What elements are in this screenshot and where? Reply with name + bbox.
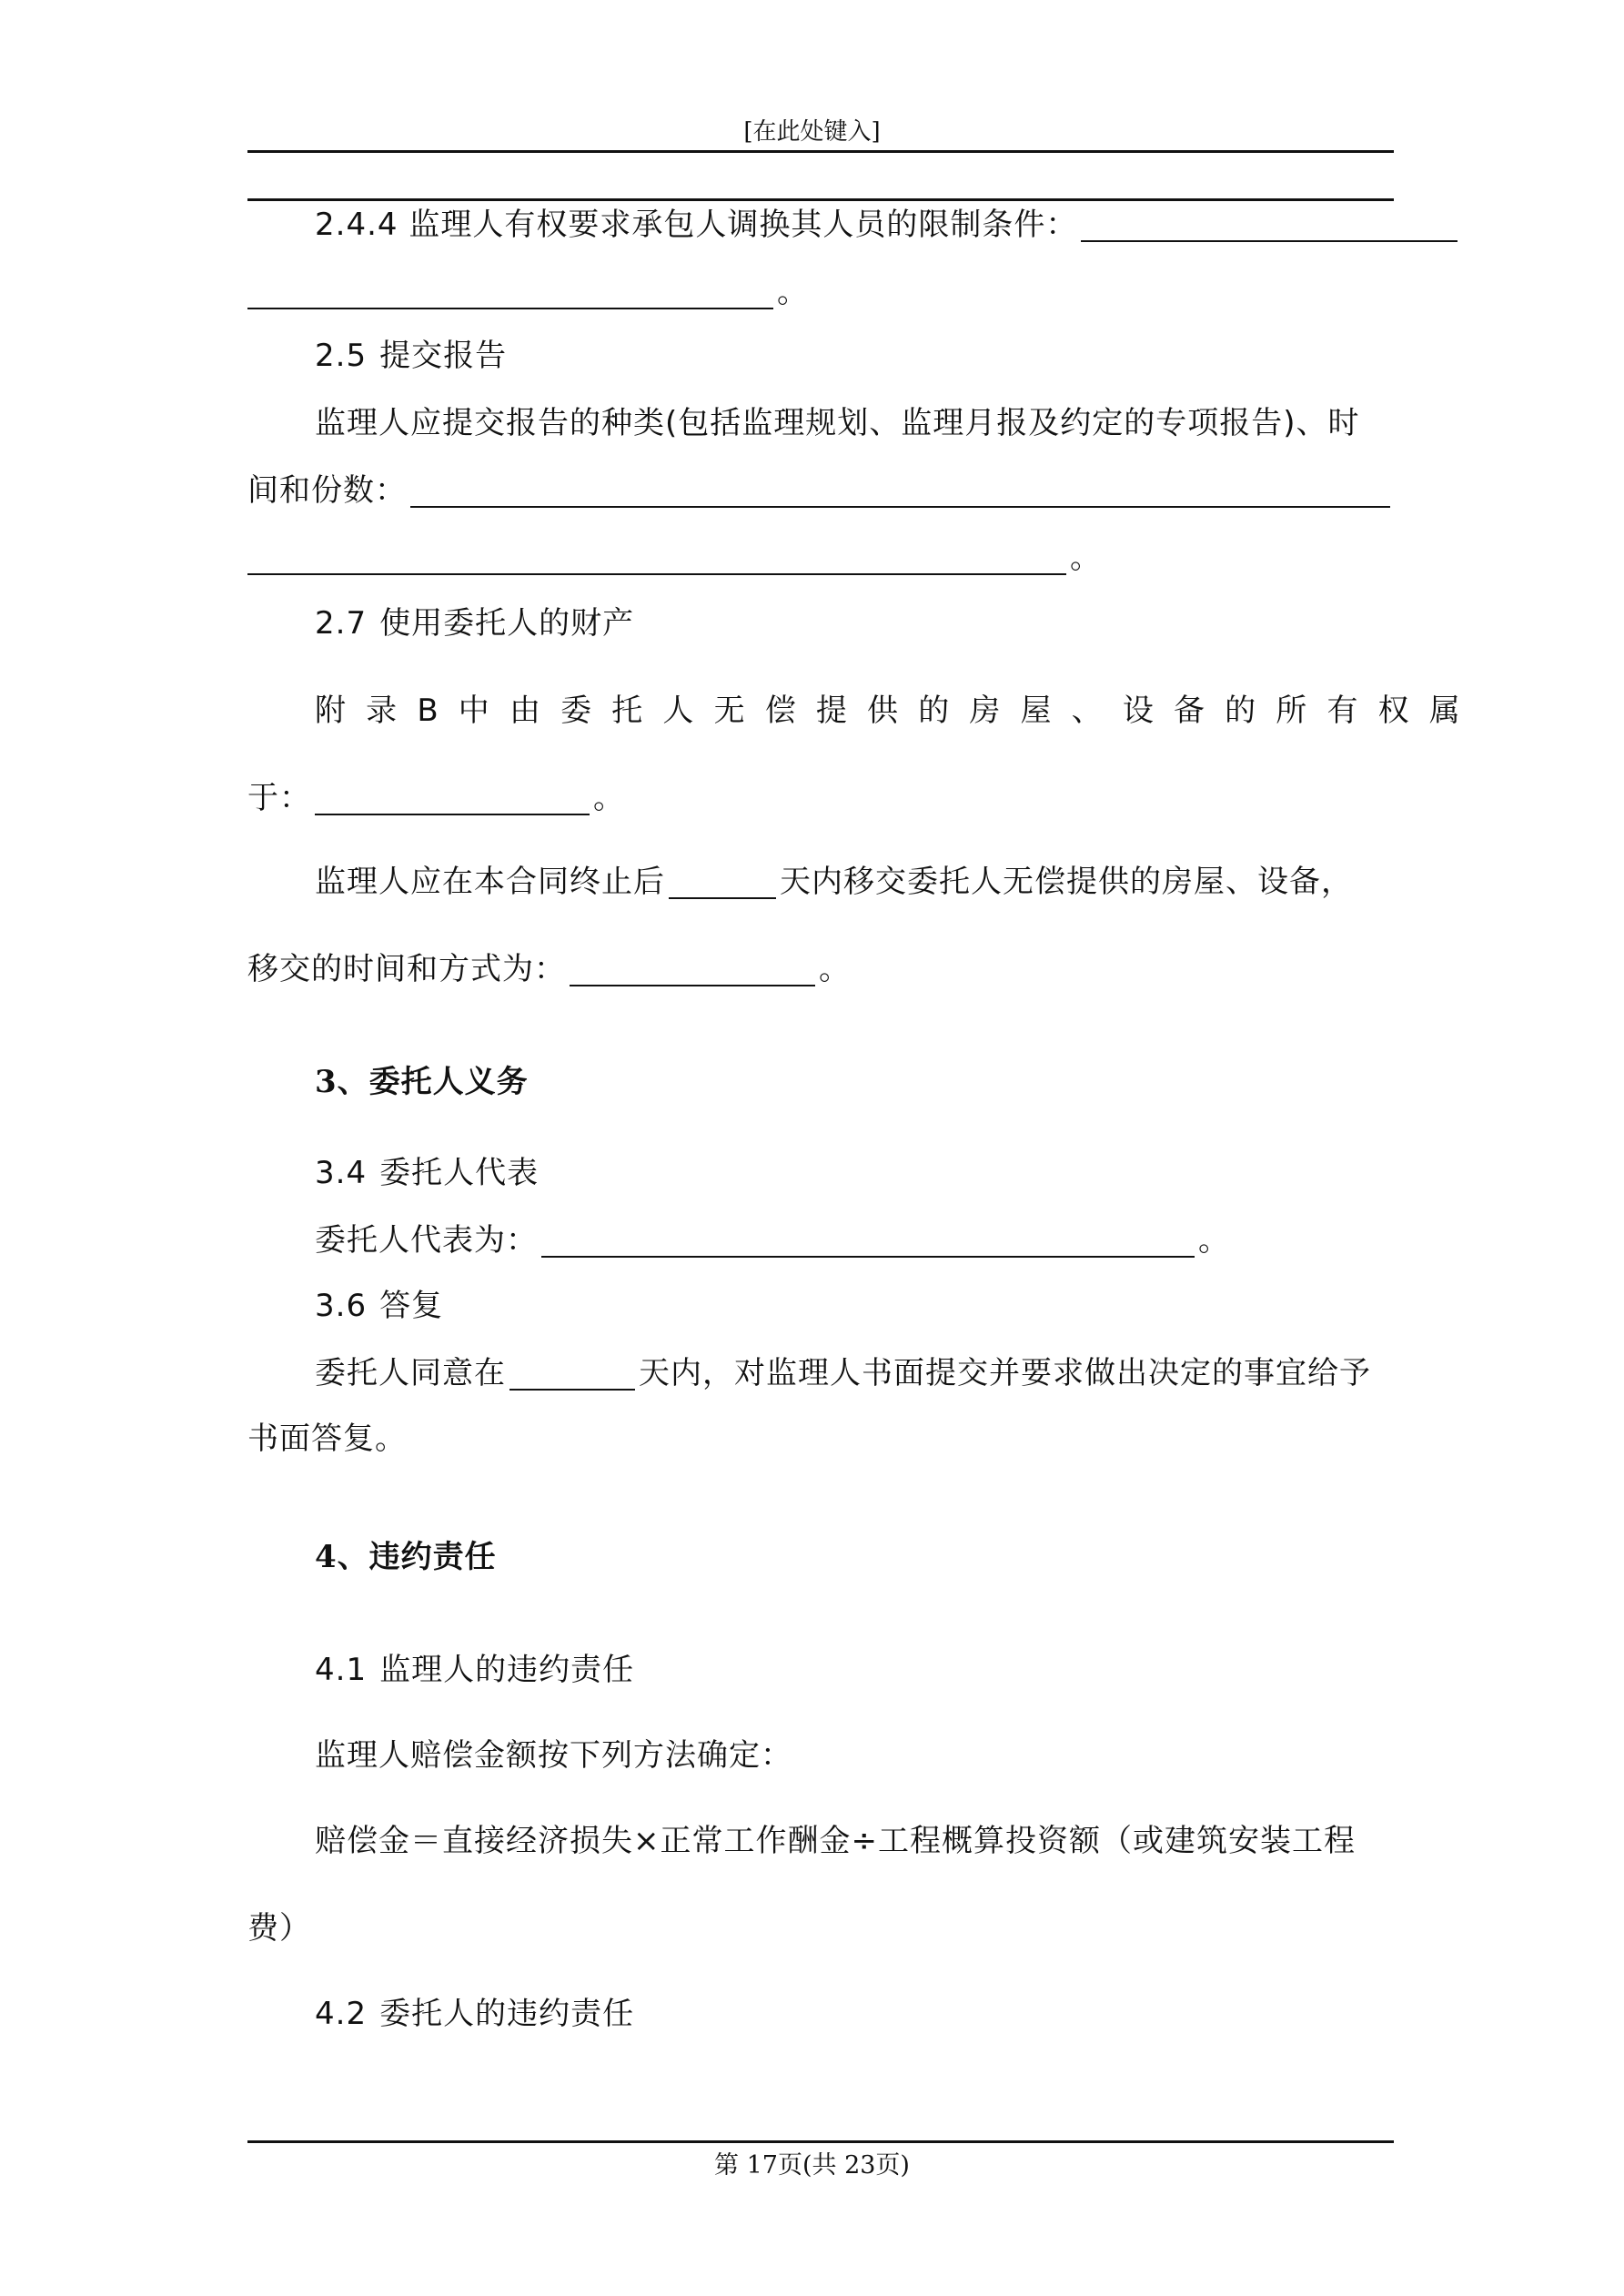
clause-2-4-4-text: 2.4.4 监理人有权要求承包人调换其人员的限制条件：: [315, 207, 1078, 243]
char: 的: [918, 693, 951, 729]
period: 。: [819, 951, 851, 987]
section-title: 委托人代表: [379, 1155, 540, 1191]
char: 的: [1225, 693, 1257, 729]
compensation-formula-end: 费）: [247, 1910, 311, 1947]
footer-rule: [247, 2140, 1394, 2143]
ownership-blank[interactable]: [315, 779, 590, 815]
handover-method-blank[interactable]: [570, 950, 815, 986]
page-header: [在此处键入]: [743, 118, 881, 146]
reply-text-end: 书面答复。: [247, 1421, 407, 1457]
reply-text-post: 天内，对监理人书面提交并要求做出决定的事宜给予: [639, 1355, 1371, 1391]
char: 备: [1173, 693, 1205, 729]
handover-line2: [247, 946, 1394, 992]
section-3-4-heading: [247, 1150, 1461, 1196]
ownership-label: 于：: [247, 780, 311, 816]
period: 。: [1070, 540, 1102, 576]
char: 设: [1122, 693, 1155, 729]
section-title: 使用委托人的财产: [379, 605, 635, 642]
char: 录: [366, 693, 398, 729]
char: 偿: [764, 693, 797, 729]
client-representative-line: [247, 1218, 1461, 1263]
section-3-6-heading: [247, 1283, 1461, 1329]
char: 由: [509, 693, 541, 729]
restriction-conditions-blank[interactable]: [1081, 206, 1458, 242]
char: 人: [662, 693, 695, 729]
section-number: 4.2: [315, 1996, 368, 2032]
section-title: 答复: [379, 1288, 444, 1324]
section-number: 3.4: [315, 1155, 368, 1191]
report-requirements-line1: [247, 400, 1461, 446]
report-requirements-blank[interactable]: [410, 471, 1390, 508]
property-ownership-line1: [247, 688, 1461, 733]
char: 附: [315, 693, 347, 729]
top-rule: [247, 198, 1394, 201]
section-4-2-heading: [247, 1991, 1461, 2037]
char: 供: [867, 693, 900, 729]
client-representative-blank[interactable]: [541, 1221, 1195, 1258]
report-requirements-text: 监理人应提交报告的种类(包括监理规划、监理月报及约定的专项报告)、时: [315, 405, 1360, 441]
report-requirements-line2: [247, 468, 1394, 513]
section-title: 3、委托人义务: [315, 1064, 529, 1100]
section-4-heading: [247, 1534, 1461, 1580]
report-requirements-label: 间和份数：: [247, 472, 407, 509]
report-requirements-line3: [247, 535, 1394, 581]
char: 委: [560, 693, 593, 729]
reply-text-pre: 委托人同意在: [315, 1355, 506, 1391]
section-number: 2.5: [315, 338, 368, 374]
section-title: 提交报告: [379, 338, 508, 374]
compensation-method-line: [247, 1733, 1461, 1778]
handover-text-pre: 监理人应在本合同终止后: [315, 864, 665, 900]
handover-text-post: 天内移交委托人无偿提供的房屋、设备，: [780, 864, 1353, 900]
clause-2-4-4: [247, 202, 1461, 248]
client-representative-label: 委托人代表为：: [315, 1222, 538, 1259]
section-title: 监理人的违约责任: [379, 1652, 635, 1688]
char: 提: [815, 693, 848, 729]
header-rule: [247, 150, 1394, 153]
char: 屋: [1020, 693, 1053, 729]
char: 、: [1071, 693, 1104, 729]
section-number: 4.1: [315, 1652, 368, 1688]
reply-days-blank[interactable]: [509, 1354, 635, 1391]
restriction-conditions-blank-2[interactable]: [247, 273, 773, 309]
section-number: 2.7: [315, 605, 368, 642]
char: 中: [458, 693, 490, 729]
reply-line1: [247, 1350, 1461, 1396]
char: 有: [1326, 693, 1359, 729]
section-2-5-heading: [247, 333, 1461, 379]
reply-line2: [247, 1416, 1394, 1462]
section-title: 委托人的违约责任: [379, 1996, 635, 2032]
formula-line2: [247, 1906, 1394, 1951]
compensation-method-text: 监理人赔偿金额按下列方法确定：: [315, 1737, 792, 1774]
property-ownership-line2: [247, 775, 1394, 821]
char: 属: [1428, 693, 1461, 729]
handover-method-label: 移交的时间和方式为：: [247, 951, 566, 987]
char: 权: [1377, 693, 1410, 729]
section-number: 3.6: [315, 1288, 368, 1324]
section-2-7-heading: [247, 601, 1461, 646]
handover-days-blank[interactable]: [669, 863, 776, 899]
section-3-heading: [247, 1059, 1461, 1105]
page-number: 第 17页(共 23页): [714, 2151, 910, 2180]
section-title: 4、违约责任: [315, 1539, 497, 1575]
period: 。: [593, 780, 625, 816]
clause-2-4-4-cont: [247, 269, 1394, 315]
char: 所: [1276, 693, 1308, 729]
char: 托: [611, 693, 644, 729]
period: 。: [1198, 1222, 1230, 1259]
formula-line1: [247, 1818, 1461, 1864]
char: 房: [969, 693, 1002, 729]
compensation-formula: 赔偿金＝直接经济损失×正常工作酬金÷工程概算投资额（或建筑安装工程: [315, 1823, 1356, 1859]
period: 。: [777, 274, 809, 310]
char: 无: [713, 693, 746, 729]
handover-line1: [247, 859, 1461, 905]
section-4-1-heading: [247, 1647, 1461, 1693]
report-requirements-blank-2[interactable]: [247, 539, 1066, 575]
char: B: [417, 693, 439, 729]
